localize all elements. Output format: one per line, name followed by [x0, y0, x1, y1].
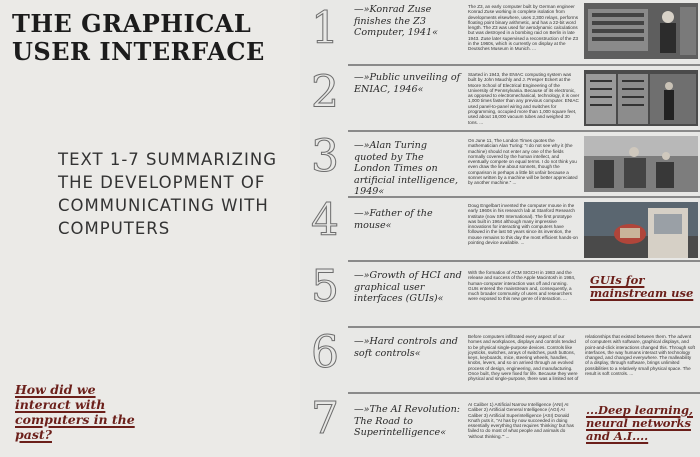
photo-eniac-image [584, 70, 698, 126]
timeline-row-1 [348, 0, 700, 64]
timeline-row-3 [348, 130, 700, 196]
ai-callout-text: ...Deep learning, neural networks and A.I.... [586, 403, 693, 443]
page-title: THE GRAPHICAL USER INTERFACE [12, 9, 265, 66]
photo-eniac [584, 70, 698, 126]
row-body-5: With the formation of ACM SIGCHI in 1983 and the release and success of the Apple Macintosh in 1984, human-computer interaction was off and running. GUIs entered the mainstream and, consequently, a much broader community of users and researchers were exposed to this new genre of interaction. ... [468, 270, 576, 302]
row-number-3: 3 [311, 131, 339, 182]
timeline-row-7 [348, 392, 700, 457]
row-number-6: 6 [311, 327, 339, 378]
row-number-1: 1 [311, 3, 339, 54]
row-body-1: The Z3, an early computer built by German engineer Konrad Zuse working in complete isolation from developments elsewhere, uses 2,300 relays, performs floating point binary arithmetic, and has a 22-bit word length. The Z3 was used for aerodynamic calculations but was destroyed in a bombing raid on Berlin in late 1943. Zuse later supervised a reconstruction of the Z3 in the 1960s, which is currently on display at the Deutsches Museum in Munich. ... [468, 4, 579, 52]
row-number-4: 4 [311, 195, 339, 246]
photo-turing-image [584, 136, 698, 192]
row-title-4: —»Father of the mouse« [354, 208, 433, 231]
row-number-2: 2 [311, 67, 339, 118]
timeline-row-6 [348, 326, 700, 392]
row-body-6: Before computers infiltrated every aspect of our homes and workplaces, displays and controls tended to be physical single-purpose devices. Controls like joysticks, switches, arrays of switches, push buttons, keys, keyboards, mice, steering wheels, handles, knobs, levers, and so on arrived through an evolved process of design, engineering, and manufacturing. Once built, they were fixed for life. Because they were physical and single-purpose, there was a limited set of relationships that existed between them. The advent of computers with software, graphical displays, and point-and-click interactions changed this. Through soft interfaces, the way humans interact with technology changed, and changed everywhere. The malleability of a display, through software, brings unlimited possibilities to a relatively small physical space. The result is soft controls. ... [468, 334, 695, 382]
row-title-2: —»Public unveiling of ENIAC, 1946« [354, 72, 461, 95]
page-subtitle: TEXT 1-7 SUMMARIZING THE DEVELOPMENT OF COMMUNICATING WITH COMPUTERS [58, 150, 277, 238]
row-body-2: Started in 1943, the ENIAC computing system was built by John Mauchly and J. Presper Eckert at the Moore School of Electrical Engineering of the University of Pennsylvania. Because of its electronic, as opposed to electromechanical, technology, it is over 1,000 times faster than any previous computer. ENIAC used panel-to-panel wiring and switches for programming, occupied more than 1,000 square feet, used about 18,000 vacuum tubes and weighed 30 tons. ... [468, 72, 580, 125]
row-title-3: —»Alan Turing quoted by The London Times on artificial intelligence, 1949« [354, 140, 458, 197]
photo-zuse-z3-image [584, 3, 698, 59]
row-number-7: 7 [311, 393, 339, 444]
row-title-5: —»Growth of HCI and graphical user interfaces (GUIs)« [354, 270, 462, 304]
row-body-4: Doug Engelbart invented the computer mouse in the early 1960s in his research lab at Stanford Research Institute (now SRI International). The first prototype was built in 1964 although many impressive innovations for interacting with computers have followed in the last 50 years since its invention, the mouse remains to this day the most efficient hands-on pointing device available. ... [468, 203, 578, 246]
row-body-7: AI Caliber 1) Artificial Narrow Intelligence (ANI) AI Caliber 2) Artificial General Intelligence (AGI) AI Caliber 3) Artificial Superintelligence (ASI) Donald Knuth puts it, "AI has by now succeeded in doing essentially everything that requires 'thinking' but has failed to do most of what people and animals do 'without thinking.'" ... [468, 402, 574, 439]
row-body-3: On June 11, The London Times quotes the mathematician Alan Turing: "I do not see why it (the machine) should not enter any one of the fields normally covered by the human intellect, and eventually compete on equal terms. I do not think you even draw the line about sonnets, though the comparison is perhaps a little bit unfair because a sonnet written by a machine will be better appreciated by another machine." ... [468, 138, 578, 186]
row-title-6: —»Hard controls and soft controls« [354, 336, 458, 359]
photo-engelbart-mouse [584, 202, 698, 258]
timeline-row-2 [348, 64, 700, 130]
timeline-row-4 [348, 196, 700, 260]
question-text: How did we interact with computers in the past? [15, 382, 135, 442]
timeline-row-5 [348, 260, 700, 326]
row-number-5: 5 [311, 261, 339, 312]
left-panel [0, 0, 300, 457]
photo-zuse-z3 [584, 3, 698, 59]
row-title-7: —»The AI Revolution: The Road to Superintelligence« [354, 404, 460, 438]
gui-callout-text: GUIs for mainstream use [590, 273, 694, 300]
gui-callout [590, 274, 698, 300]
photo-mouse-image [584, 202, 698, 258]
number-column [300, 0, 350, 457]
photo-turing-machine [584, 136, 698, 192]
ai-callout [586, 404, 698, 443]
row-title-1: —»Konrad Zuse finishes the Z3 Computer, 1941« [354, 4, 438, 38]
question-callout [15, 382, 155, 442]
